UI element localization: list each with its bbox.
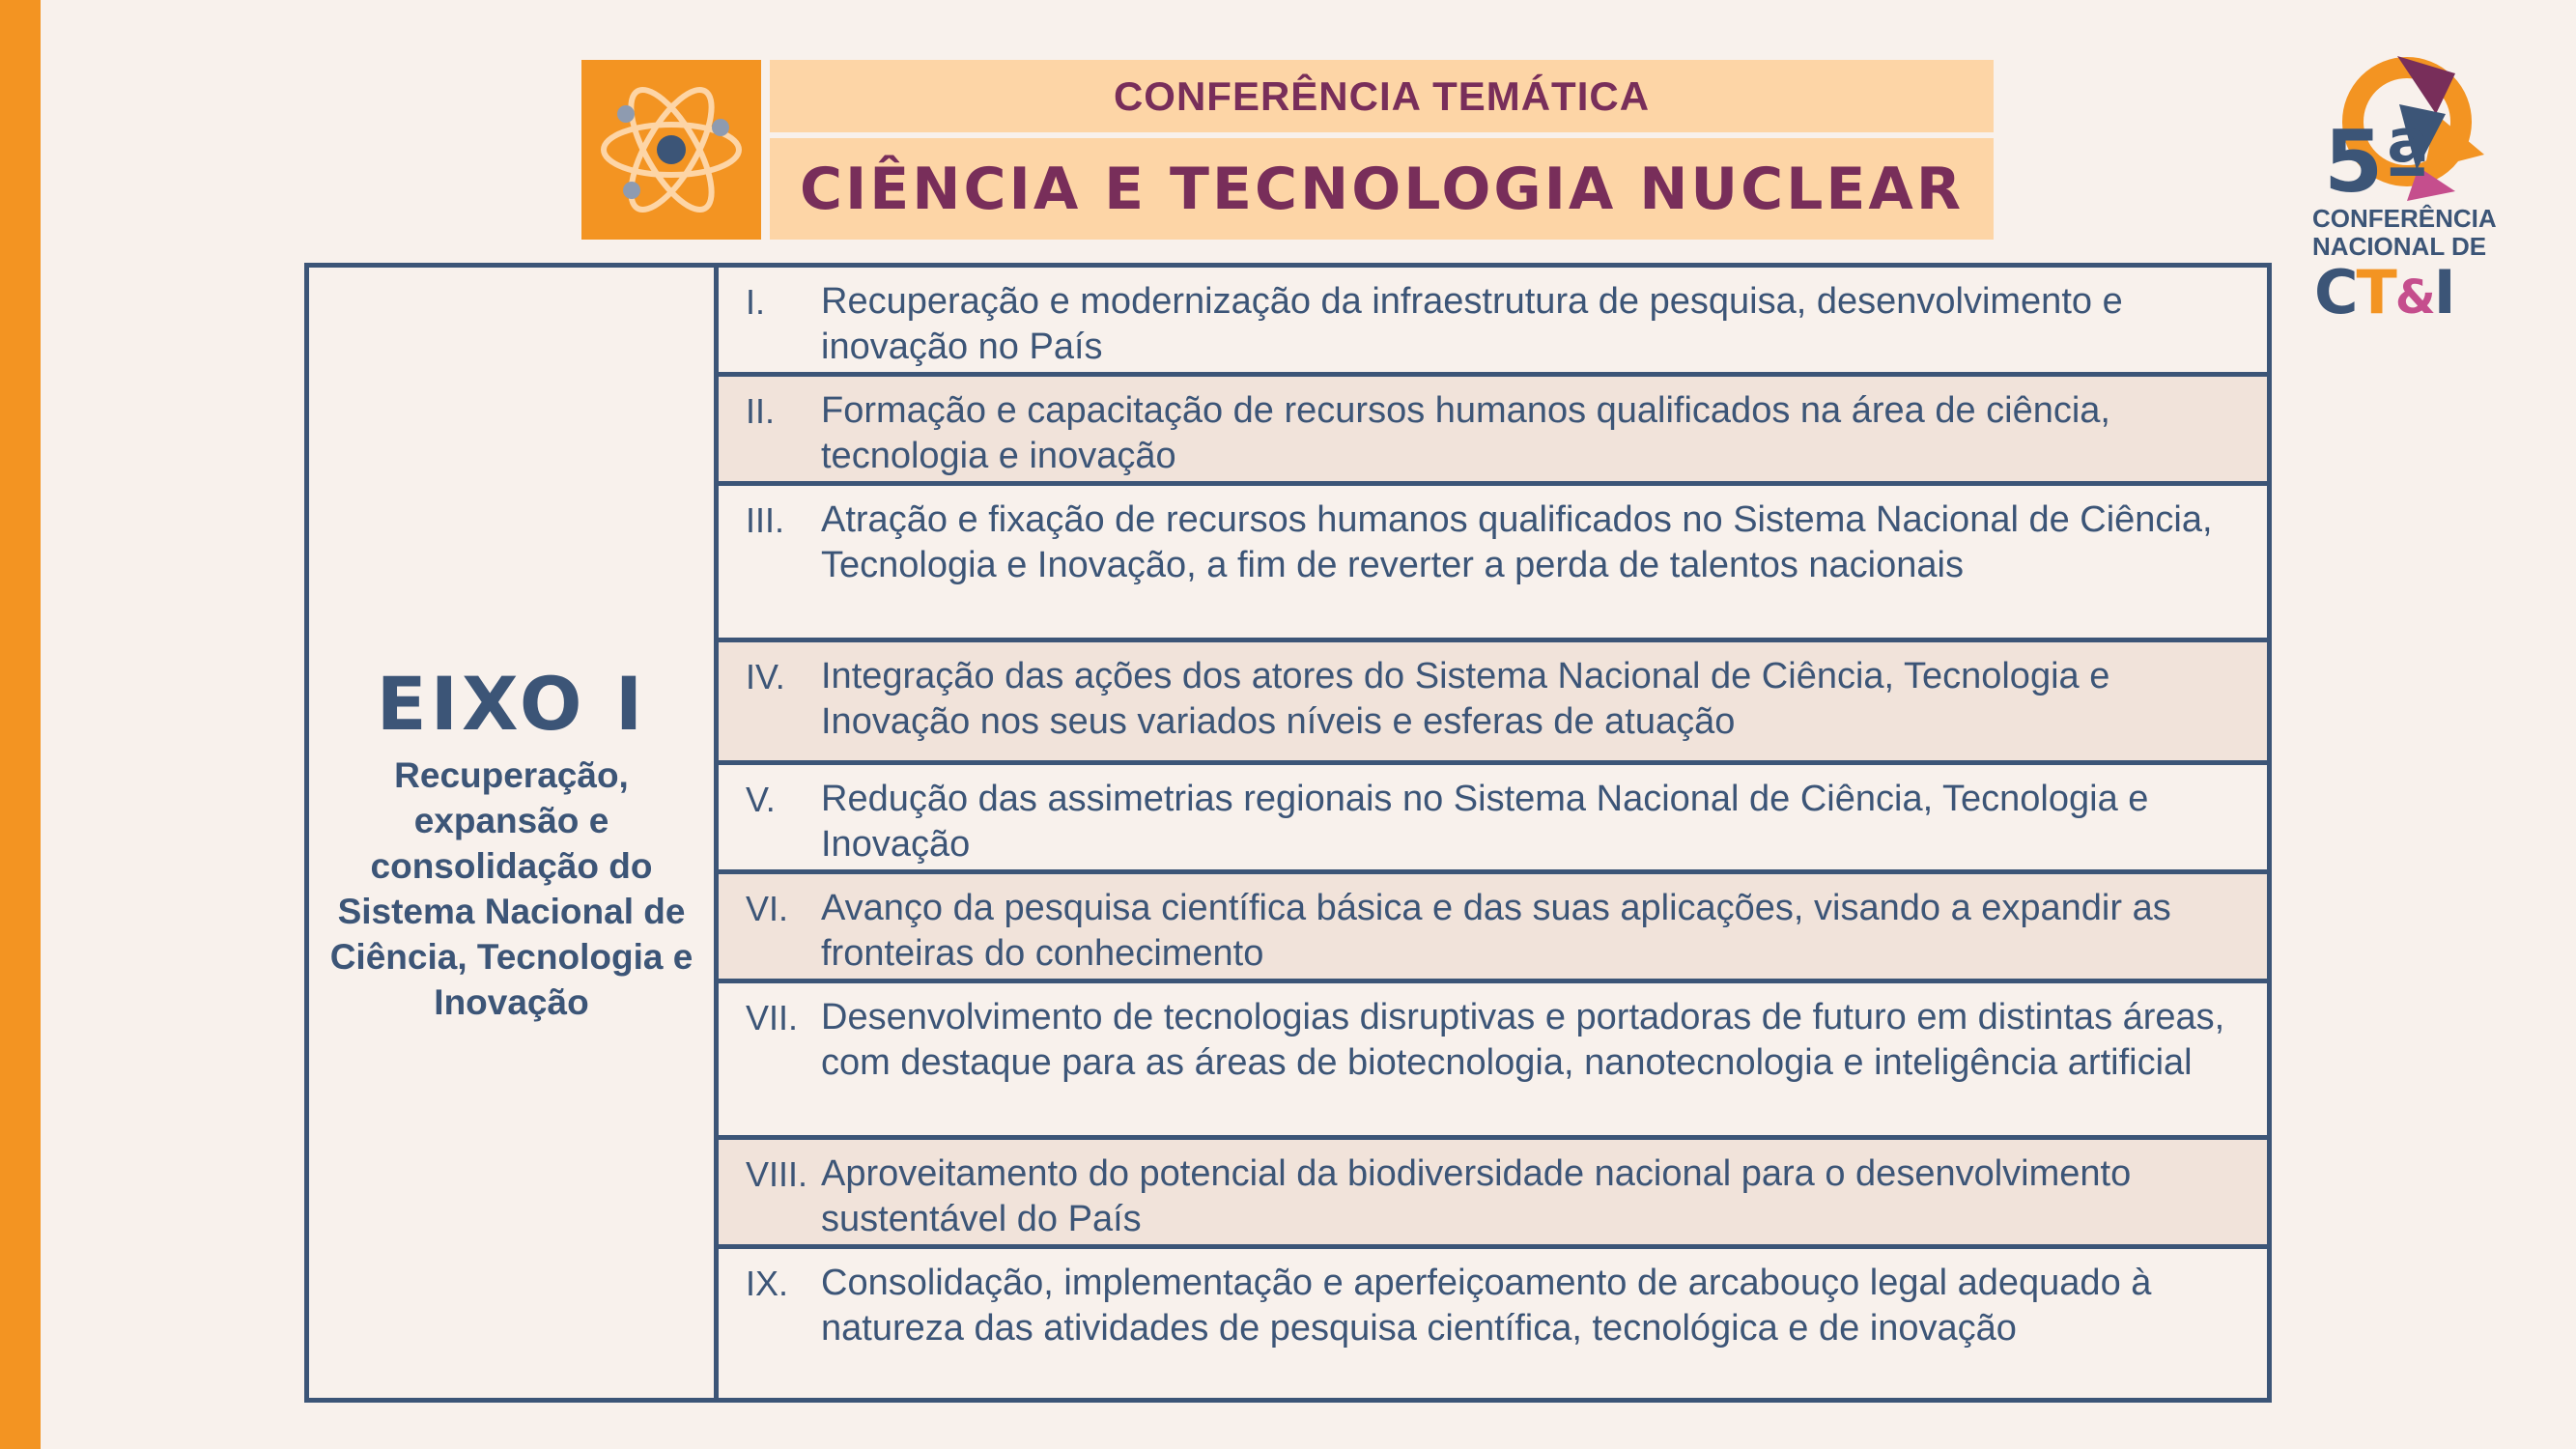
logo-line-2: NACIONAL DE: [2312, 232, 2487, 261]
item-text: Redução das assimetrias regionais no Sistema Nacional de Ciência, Tecnologia e Inovação: [821, 779, 2149, 865]
logo-line-1: CONFERÊNCIA: [2312, 204, 2497, 233]
item-number: VIII.: [746, 1154, 808, 1194]
conference-subtitle: CONFERÊNCIA TEMÁTICA: [1113, 72, 1651, 119]
item-number: V.: [746, 780, 776, 819]
conference-title: CIÊNCIA E TECNOLOGIA NUCLEAR: [799, 155, 1965, 223]
item-number: III.: [746, 500, 785, 540]
side-accent-bar: [0, 0, 41, 1449]
table-row: [719, 765, 2267, 874]
atom-icon-box: [581, 60, 761, 240]
axis-title: EIXO I: [376, 660, 647, 747]
table-row: [719, 1249, 2267, 1398]
table-row: [719, 642, 2267, 765]
item-number: VI.: [746, 889, 789, 928]
logo-cti-c: C: [2314, 257, 2357, 327]
table-row: [719, 486, 2267, 642]
item-number: IV.: [746, 657, 785, 696]
item-text: Formação e capacitação de recursos humanos qualificados na área de ciência, tecnologia e inovação: [821, 390, 2110, 476]
item-number: VII.: [746, 998, 799, 1037]
axis-description: Recuperação, expansão e consolidação do Sistema Nacional de Ciência, Tecnologia e Inovação: [329, 754, 694, 1022]
item-number: II.: [746, 391, 776, 431]
item-text: Consolidação, implementação e aperfeiçoamento de arcabouço legal adequado à natureza das atividades de pesquisa científica, tecnológica e de inovação: [821, 1263, 2152, 1349]
table-row: [719, 268, 2267, 377]
logo-cti-i: I: [2433, 257, 2454, 327]
table-row: [719, 983, 2267, 1140]
table-row: [719, 1140, 2267, 1249]
axis-cell: [309, 268, 719, 1398]
table-row: [719, 874, 2267, 983]
axis-items: [719, 268, 2267, 1398]
item-number: I.: [746, 282, 766, 322]
axis-table: [304, 263, 2272, 1403]
title-banner: [770, 138, 1994, 240]
item-text: Avanço da pesquisa científica básica e das suas aplicações, visando a expandir as fronteiras do conhecimento: [821, 888, 2171, 974]
item-text: Integração das ações dos atores do Sistema Nacional de Ciência, Tecnologia e Inovação nos seus variados níveis e esferas de atuação: [821, 656, 2110, 742]
logo-caption: [2312, 205, 2525, 261]
logo-cti-t: T: [2356, 257, 2395, 327]
item-text: Aproveitamento do potencial da biodiversidade nacional para o desenvolvimento sustentável do País: [821, 1153, 2132, 1239]
logo-cti-amp: &: [2394, 270, 2434, 325]
item-text: Desenvolvimento de tecnologias disruptivas e portadoras de futuro em distintas áreas, com destaque para as áreas de biotecnologia, nanotecnologia e inteligência artificial: [821, 997, 2225, 1083]
logo-number: 5ª: [2324, 112, 2431, 212]
logo-cti: [2314, 257, 2454, 327]
item-text: Atração e fixação de recursos humanos qualificados no Sistema Nacional de Ciência, Tecnologia e Inovação, a fim de reverter a perda de talentos nacionais: [821, 499, 2213, 585]
item-text: Recuperação e modernização da infraestrutura de pesquisa, desenvolvimento e inovação no País: [821, 281, 2123, 367]
item-number: IX.: [746, 1264, 789, 1303]
subtitle-banner: [770, 60, 1994, 132]
atom-icon: [581, 60, 761, 240]
table-row: [719, 377, 2267, 486]
